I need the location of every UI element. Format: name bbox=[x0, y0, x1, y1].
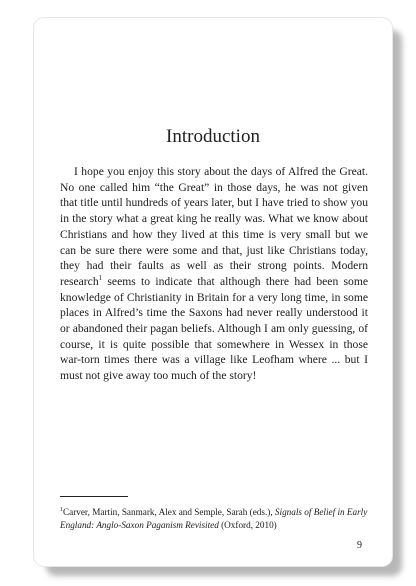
page-number: 9 bbox=[357, 540, 362, 551]
footnote-authors: Carver, Martin, Sanmark, Alex and Semple, Sarah (eds.), bbox=[63, 507, 275, 517]
footnote-reference: 1 bbox=[98, 274, 103, 283]
footnote-book-title: Signals of Belief in Early England: Anglo-Saxon Paganism Revisited bbox=[60, 507, 368, 530]
book-page bbox=[34, 18, 392, 566]
paragraph-text-part1: I hope you enjoy this story about the days of Alfred the Great. No one called him “the Great” in those days, he was not given that title until hundreds of years later, but I have tried to show you in the story what a great king he really was. What we know about Christians and how they lived at this time is very small but we can be sure there were some and that, just like Christians today, they had their faults as well as their strong points. Modern research bbox=[60, 165, 368, 288]
footnote-marker: 1 bbox=[60, 506, 63, 513]
paragraph-text-part2: seems to indicate that although there had been some knowledge of Christianity in Britain for a very long time, in some places in Alfred’s time the Saxons had never really understood it or abandoned their pagan beliefs. Although I am only guessing, of course, it is quite possible that somewhere in Wessex in those war-torn times there was a village like Leofham where ... but I must not give away too much of the story! bbox=[60, 274, 368, 383]
footnote-divider bbox=[60, 496, 128, 497]
footnote bbox=[60, 506, 370, 531]
footnote-publisher: (Oxford, 2010) bbox=[218, 519, 277, 530]
page-title: Introduction bbox=[166, 126, 260, 147]
introduction-paragraph bbox=[60, 164, 368, 384]
